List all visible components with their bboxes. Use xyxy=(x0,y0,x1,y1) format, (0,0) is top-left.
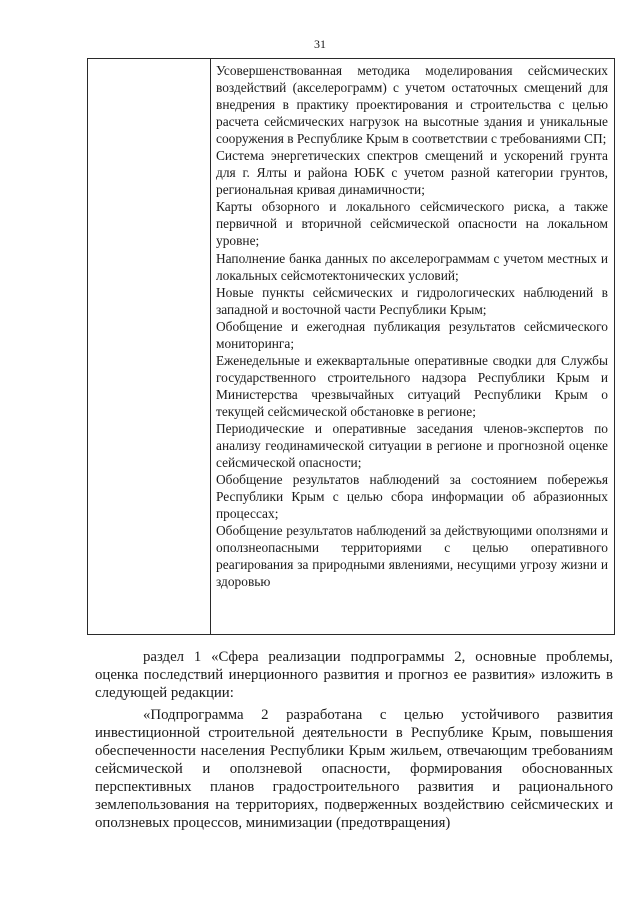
subprogram-paragraph: «Подпрограмма 2 разработана с целью устойчивого развития инвестиционной строительной деятельности в Республике Крым, повышения обеспеченности населения Республики Крым жильем, отвечающим требованиям сейсмической и оползневой опасности, формирования обоснованных перспективных планов градостроительного развития и рационального землепользования на территориях, подверженных воздействию сейсмических и оползневых процессов, минимизации (предотвращения) xyxy=(95,707,613,831)
table-item-risk-maps: Карты обзорного и локального сейсмического риска, а также первичной и вторичной сейсмической опасности на локальном уровне; xyxy=(216,199,608,249)
table-item-observation-points: Новые пункты сейсмических и гидрологических наблюдений в западной и восточной части Республики Крым; xyxy=(216,284,608,317)
table-cell-results xyxy=(216,62,608,590)
table-column-divider xyxy=(210,59,211,634)
table-item-methodology: Усовершенствованная методика моделирования сейсмических воздействий (акселерограмм) с учетом остаточных смещений для внедрения в практику проектирования и строительства с целью расчета сейсмических нагрузок на высотные здания и уникальные сооружения в Республике Крым в соответствии с требованиями СП; xyxy=(216,63,608,147)
body-text xyxy=(95,648,613,832)
table-item-publication: Обобщение и ежегодная публикация результатов сейсмического мониторинга; xyxy=(216,318,608,351)
amendment-paragraph: раздел 1 «Сфера реализации подпрограммы 2, основные проблемы, оценка последствий инерционного развития и прогноз ее развития» изложить в следующей редакции: xyxy=(95,649,613,701)
table-item-coast-observations: Обобщение результатов наблюдений за состоянием побережья Республики Крым с целью сбора информации об абразионных процессах; xyxy=(216,472,608,522)
table-item-databank: Наполнение банка данных по акселерограммам с учетом местных и локальных сейсмотектонических условий; xyxy=(216,250,608,283)
table-item-landslide-observations: Обобщение результатов наблюдений за действующими оползнями и оползнеопасными территориями с целью оперативного реагирования за природными явлениями, несущими угрозу жизни и здоровью xyxy=(216,523,608,590)
measures-table xyxy=(87,58,615,635)
table-item-expert-meetings: Периодические и оперативные заседания членов-экспертов по анализу геодинамической ситуации в регионе и прогнозной оценке сейсмической опасности; xyxy=(216,420,608,471)
table-item-spectra-system: Система энергетических спектров смещений и ускорений грунта для г. Ялты и района ЮБК с учетом разной категории грунтов, региональная кривая динамичности; xyxy=(216,148,608,198)
table-item-reports: Еженедельные и ежеквартальные оперативные сводки для Службы государственного строительного надзора Республики Крым и Министерства чрезвычайных ситуаций Республики Крым о текущей сейсмической обстановке в регионе; xyxy=(216,352,608,419)
page-number: 31 xyxy=(314,37,326,51)
